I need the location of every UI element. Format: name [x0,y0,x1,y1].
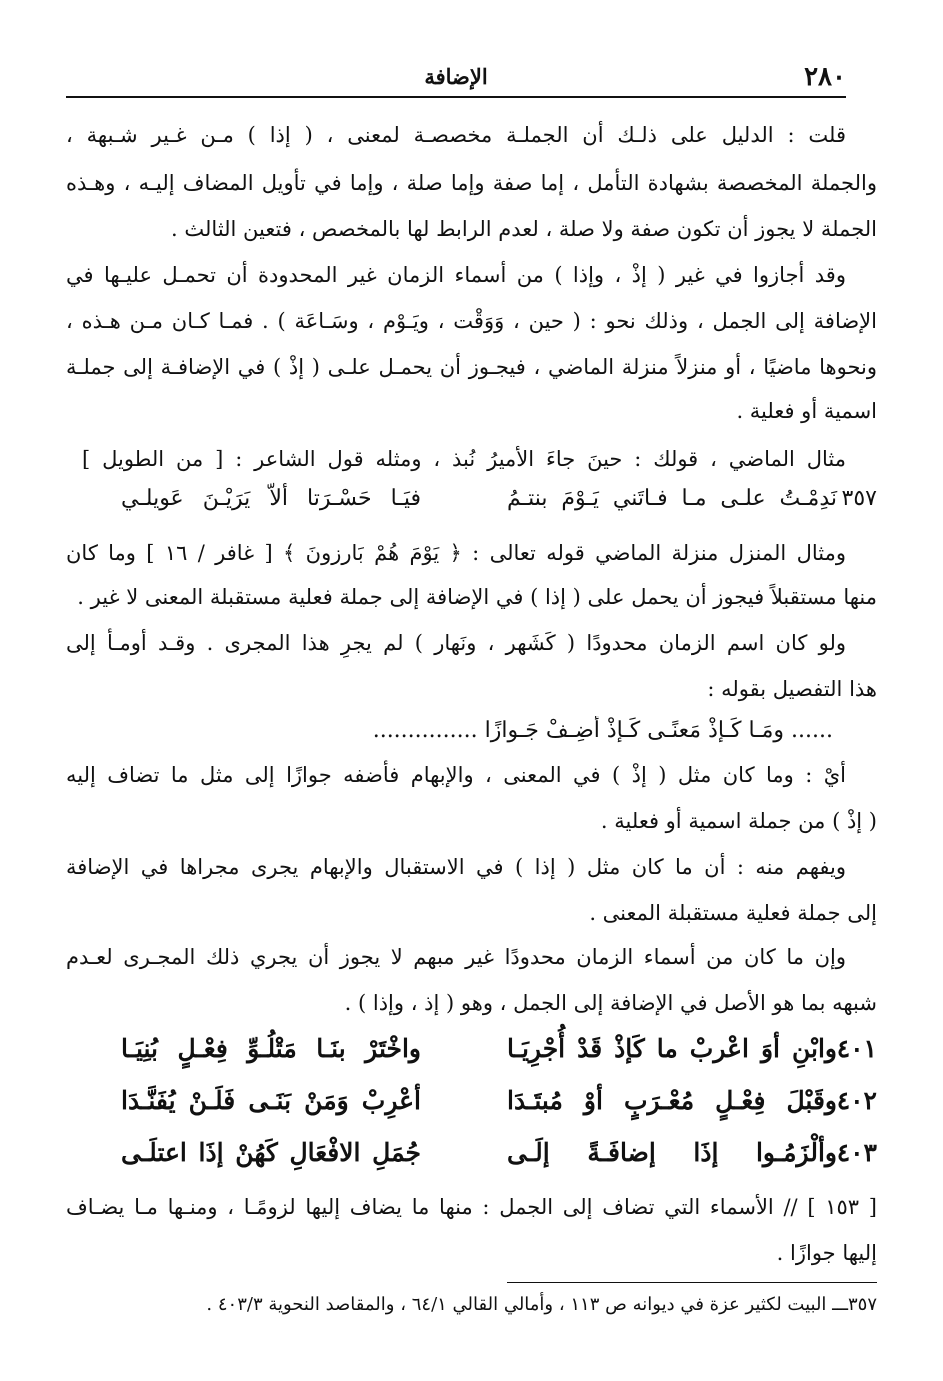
paragraph-line: الجملة لا يجوز أن تكون صفة ولا صلة ، لعدم الرابط لها بالمخصص ، فتعين الثالث . [171,217,877,241]
verse-second-hemistich: واخْتَرْ بنَـا مَتْلُـوِّ فِعْـلٍ بُنِيَـا [121,1034,421,1063]
paragraph-line: وقد أجازوا في غير ( إذْ ، وإذا ) من أسماء الزمان غير المحدودة أن تحمـل عليـها في [66,263,846,287]
paragraph-line: وإن ما كان من أسماء الزمان محدودًا غير مبهم لا يجوز أن يجري ذلك المجـرى لعـدم [66,945,846,969]
alfiyya-verse [66,1080,877,1124]
verse-second-hemistich: جُمَلِ الافْعَالِ كَهُنْ إذَا اعتلَـى [121,1138,421,1167]
verse-second-hemistich: أعْرِبْ وَمَنْ بَنَـى فَلَـنْ يُفَنَّـدَا [121,1086,421,1115]
paragraph-line: إلى جملة فعلية مستقبلة المعنى . [589,901,877,925]
footnote: ٣٥٧ـــ البيت لكثير عزة في ديوانه ص ١١٣ ، وأمالي القالي ٦٤/١ ، والمقاصد النحوية ٤٠٣/٣ . [206,1294,877,1315]
paragraph-line: ( إذْ ) من جملة اسمية أو فعلية . [600,809,877,833]
alfiyya-verse [66,1028,877,1072]
paragraph-line: شبهه بما هو الأصل في الإضافة إلى الجمل ، وهو ( إذ ، وإذا ) . [344,991,877,1015]
paragraph-line: [ ١٥٣ ] // الأسماء التي تضاف إلى الجمل : منها ما يضاف إليها لزومًـا ، ومنـها مـا يضـاف [66,1195,877,1219]
page-number: ٢٨٠ [804,62,846,92]
page-header [66,60,846,98]
paragraph-line: قلت : الدليل على ذلـك أن الجملـة مخصصـة لمعنى ، ( إذا ) مـن غـير شـبهة ، [66,123,846,147]
verse-first-hemistich: وابْنِ أوَ اعْربْ ما كَإذْ قَدْ أُجْرِيَـا [507,1034,837,1063]
paragraph-line: منها مستقبلاً فيجوز أن يحمل على ( إذا ) في الإضافة إلى جملة فعلية مستقبلة المعنى لا غير . [77,585,877,609]
verse-number: ٤٠٣ [836,1138,877,1167]
paragraph-line: مثال الماضي ، قولك : حينَ جاءَ الأميرُ نُبذ ، ومثله قول الشاعر : [ من الطويل ] [82,447,846,471]
paragraph-line: هذا التفصيل بقوله : [707,677,877,701]
paragraph-line: ومثال المنزل منزلة الماضي قوله تعالى : ﴿ يَوْمَ هُمْ بَارزونَ ﴾ [ غافر / ١٦ ] وما كان [66,541,846,565]
verse-first-hemistich: وقَبْلَ فِعْـلٍ مُعْـرَبٍ أوْ مُبتَـدَا [507,1086,837,1115]
paragraph-line: أيْ : وما كان مثل ( إذْ ) في المعنى ، والإبهام فأضفه جوازًا إلى مثل ما تضاف إليه [66,763,846,787]
alfiyya-verse [66,1132,877,1176]
verse-first-hemistich: وألْزَمُـوا إذَا إضافَـةً إلَـى [507,1138,837,1167]
verse-second-hemistich: فيَـا حَسْـرَتا ألاّ يَرَيْـنَ عَويلـي [121,486,421,511]
paragraph-line: ونحوها ماضيًا ، أو منزلاً منزلة الماضي ، فيجـوز أن يحمـل علـى ( إذْ ) في الإضافـة إلى جملـة [66,355,877,379]
paragraph-line: الإضافة إلى الجمل ، وذلك نحو : ( حين ، وَوَقْت ، ويَـوْم ، وسَـاعَة ) . فمـا كـان مـن هـذه ، [66,309,877,333]
paragraph-line: ويفهم منه : أن ما كان مثل ( إذا ) في الاستقبال والإبهام يجرى مجراها في الإضافة [66,855,846,879]
alfiyya-quote: ...... ومَـا كَـإذْ مَعنًـى كَـإذْ أضِـفْ جَـوازًا ............... [372,718,833,743]
shahid-verse [66,480,877,524]
paragraph-line: والجملة المخصصة بشهادة التأمل ، إما صفة وإما صلة ، وإما في تأويل المضاف إليـه ، وهـذه [66,171,877,195]
running-title: الإضافة [424,64,488,89]
verse-number: ٣٥٧ [841,486,877,511]
verse-number: ٤٠١ [836,1034,877,1063]
verse-number: ٤٠٢ [836,1086,877,1115]
paragraph-line: ولو كان اسم الزمان محدودًا ( كَشَهر ، ونَهار ) لم يجرِ هذا المجرى . وقـد أومـأ إلى [66,631,846,655]
verse-first-hemistich: نَدِمْـتُ علـى مـا فـاتَني يَـوْمَ بنتـمُ [507,486,837,511]
footnote-rule [507,1282,877,1283]
paragraph-line: إليها جوازًا . [776,1241,877,1265]
paragraph-line: اسمية أو فعلية . [736,399,877,423]
